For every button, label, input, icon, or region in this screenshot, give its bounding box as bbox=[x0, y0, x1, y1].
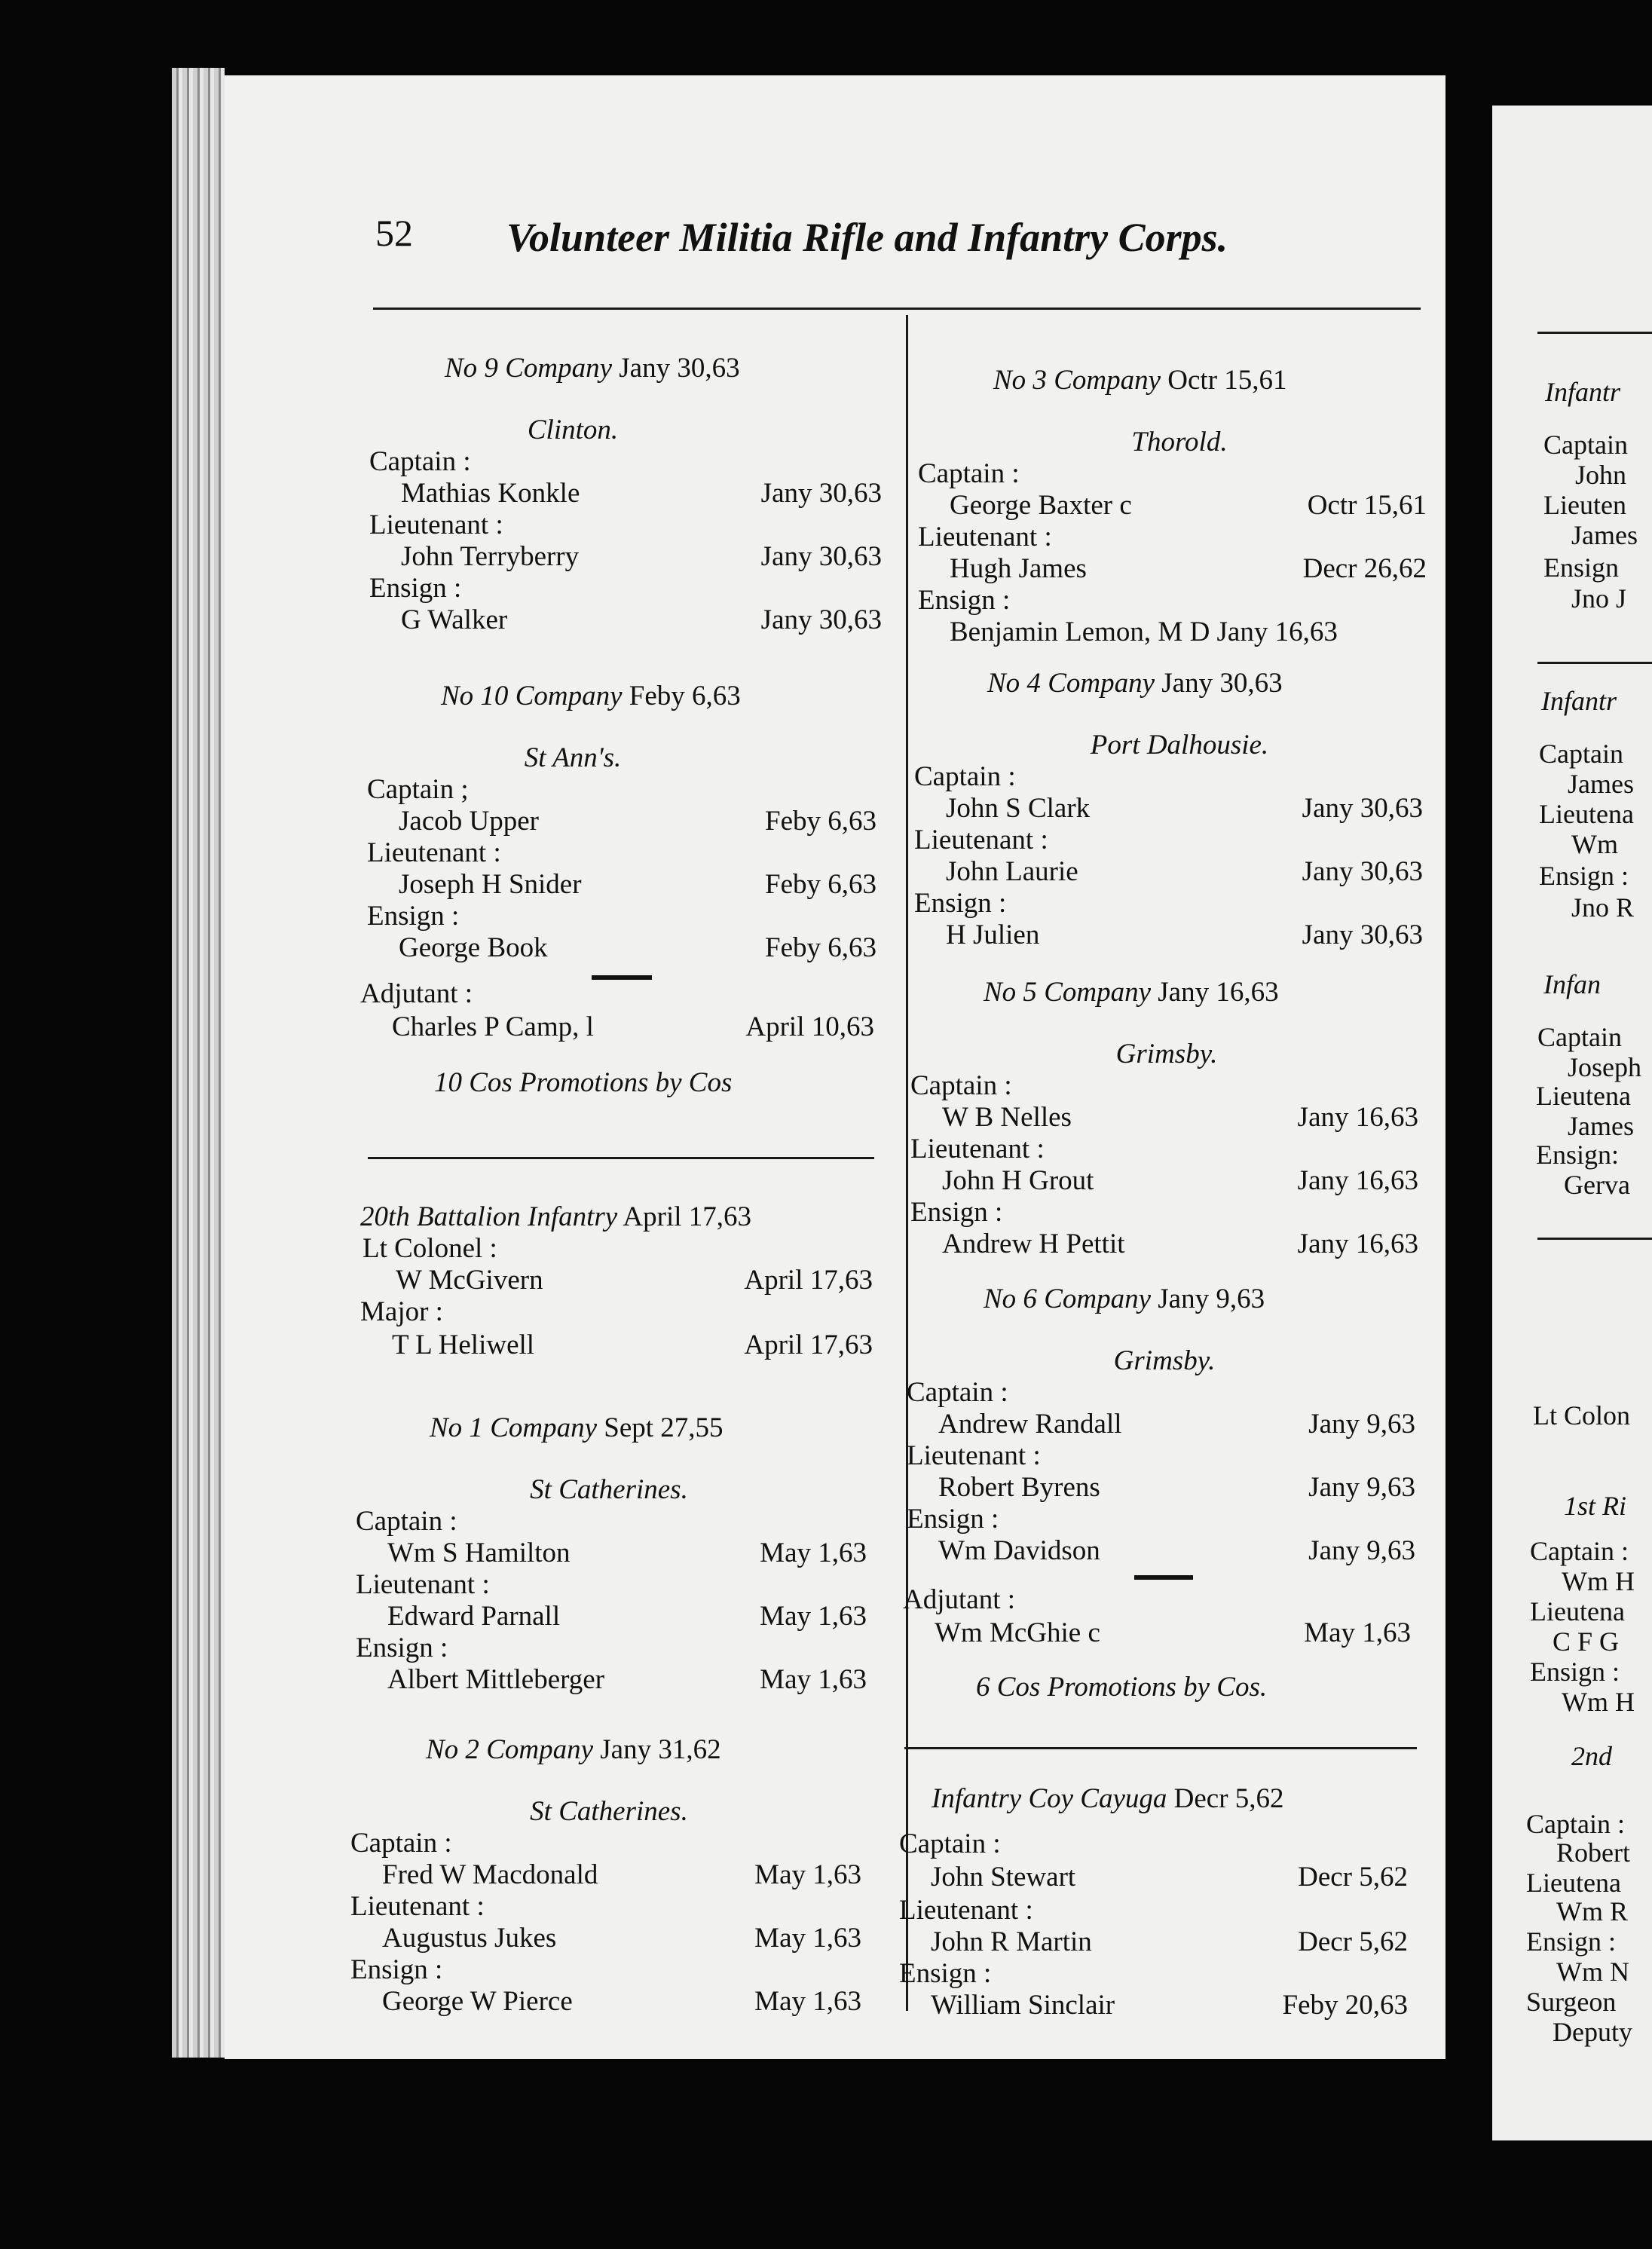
major-name: T L Heliwell bbox=[392, 1330, 535, 1360]
lieutenant-name: Edward Parnall bbox=[387, 1601, 561, 1632]
facing-page-text: Wm H bbox=[1562, 1687, 1635, 1717]
facing-page-text: Wm bbox=[1571, 829, 1618, 859]
captain-label: Captain : bbox=[914, 761, 1016, 792]
company-heading-date: Feby 6,63 bbox=[629, 681, 741, 711]
ensign-name: G Walker bbox=[401, 604, 508, 635]
captain-date: May 1,63 bbox=[760, 1538, 867, 1568]
lieutenant-label: Lieutenant : bbox=[350, 1891, 485, 1922]
major-date: April 17,63 bbox=[744, 1330, 873, 1360]
ensign-date: Feby 6,63 bbox=[765, 932, 876, 963]
facing-page-text: Lieutena bbox=[1536, 1081, 1631, 1111]
facing-page-text: Robert bbox=[1556, 1837, 1630, 1868]
ensign-date: Jany 16,63 bbox=[1297, 1229, 1418, 1259]
ensign-label: Ensign : bbox=[356, 1632, 448, 1663]
company-heading-company-word: Company bbox=[490, 1412, 598, 1443]
company-place: Grimsby. bbox=[1113, 1345, 1216, 1376]
company-place: St Catherines. bbox=[530, 1474, 688, 1505]
facing-page-text: James bbox=[1568, 1111, 1634, 1141]
company-heading-company-word: Company bbox=[486, 1734, 594, 1765]
company-heading bbox=[445, 354, 740, 382]
ensign-name: Wm Davidson bbox=[938, 1535, 1100, 1566]
captain-label: Captain : bbox=[907, 1377, 1008, 1408]
captain-name: John S Clark bbox=[946, 793, 1091, 824]
company-heading-date: Octr 15,61 bbox=[1167, 365, 1287, 396]
ensign-date: Jany 30,63 bbox=[1302, 919, 1423, 950]
ensign-label: Ensign : bbox=[907, 1504, 999, 1535]
page-number: 52 bbox=[375, 212, 413, 254]
company-heading-date: Jany 30,63 bbox=[1161, 668, 1283, 699]
captain-name: Jacob Upper bbox=[399, 806, 539, 837]
company-heading bbox=[984, 1285, 1265, 1313]
company-heading-company: No 3 bbox=[993, 365, 1047, 396]
company-heading-date: Jany 9,63 bbox=[1158, 1284, 1265, 1314]
facing-page-text: Captain bbox=[1543, 430, 1628, 460]
ensign-date: Feby 20,63 bbox=[1282, 1990, 1408, 2021]
lieutenant-date: May 1,63 bbox=[754, 1923, 861, 1954]
company-heading-company: No 2 bbox=[426, 1734, 479, 1765]
company-place: Grimsby. bbox=[1115, 1039, 1218, 1069]
company-heading-company-word: Company bbox=[1044, 1284, 1152, 1314]
facing-page-text: Ensign bbox=[1543, 552, 1620, 583]
facing-page-text: Gerva bbox=[1564, 1170, 1630, 1200]
lieutenant-name: Joseph H Snider bbox=[399, 869, 582, 900]
company-place: Port Dalhousie. bbox=[1090, 730, 1269, 760]
lieutenant-name: John Laurie bbox=[946, 856, 1078, 887]
company-heading-company: No 10 bbox=[441, 681, 509, 711]
company-heading-date: Sept 27,55 bbox=[604, 1412, 724, 1443]
adjutant-name: Charles P Camp, l bbox=[392, 1011, 594, 1042]
promotions-note: 6 Cos Promotions by Cos. bbox=[976, 1672, 1268, 1703]
separator-dash bbox=[592, 975, 652, 980]
facing-page-text: Wm R bbox=[1556, 1896, 1628, 1926]
facing-page-text: John bbox=[1575, 460, 1627, 490]
page-edge-stack bbox=[172, 68, 225, 2058]
lt-colonel-date: April 17,63 bbox=[744, 1265, 873, 1296]
captain-label: Captain : bbox=[899, 1828, 1001, 1859]
facing-page-text: Wm N bbox=[1556, 1957, 1629, 1987]
facing-page-rule bbox=[1537, 1238, 1652, 1240]
company-heading bbox=[987, 669, 1283, 697]
battalion-heading bbox=[360, 1203, 751, 1231]
ensign-name: George W Pierce bbox=[382, 1986, 573, 2017]
ensign-date: May 1,63 bbox=[754, 1986, 861, 2017]
company-heading-date: Jany 16,63 bbox=[1158, 977, 1279, 1008]
facing-page-text: 1st Ri bbox=[1564, 1491, 1627, 1521]
company-heading bbox=[441, 682, 741, 710]
facing-page-text: Ensign : bbox=[1539, 861, 1629, 891]
facing-page-text: Ensign : bbox=[1530, 1657, 1620, 1687]
lieutenant-date: Decr 26,62 bbox=[1302, 553, 1427, 584]
company-heading bbox=[426, 1736, 721, 1764]
company-heading-company: No 9 bbox=[445, 353, 498, 384]
facing-page-text: James bbox=[1571, 520, 1638, 550]
ensign-label: Ensign : bbox=[910, 1197, 1003, 1228]
lieutenant-label: Lieutenant : bbox=[369, 509, 503, 540]
facing-page-fragment bbox=[1492, 106, 1652, 2140]
captain-name: Wm S Hamilton bbox=[387, 1538, 571, 1568]
facing-page-text: Lieutena bbox=[1539, 799, 1634, 829]
company-heading-company: No 5 bbox=[984, 977, 1037, 1008]
header-rule bbox=[373, 308, 1421, 310]
company-heading-company: No 6 bbox=[984, 1284, 1037, 1314]
major-label: Major : bbox=[360, 1296, 443, 1327]
lieutenant-label: Lieutenant : bbox=[914, 825, 1048, 855]
facing-page-text: Captain bbox=[1539, 739, 1623, 769]
lieutenant-label: Lieutenant : bbox=[367, 837, 501, 868]
captain-date: Jany 9,63 bbox=[1308, 1409, 1415, 1440]
page-title: Volunteer Militia Rifle and Infantry Corps. bbox=[506, 215, 1228, 260]
ensign-label: Ensign : bbox=[367, 901, 460, 932]
facing-page-rule bbox=[1537, 332, 1652, 334]
company-heading-company-word: Company bbox=[1048, 668, 1155, 699]
captain-name: Mathias Konkle bbox=[401, 478, 580, 509]
lieutenant-date: Jany 30,63 bbox=[1302, 856, 1423, 887]
section-rule bbox=[904, 1747, 1417, 1749]
ensign-label: Ensign : bbox=[350, 1954, 443, 1985]
company-heading-company: No 4 bbox=[987, 668, 1041, 699]
company-heading-company-word: Company bbox=[505, 353, 613, 384]
captain-date: Jany 16,63 bbox=[1297, 1102, 1418, 1133]
facing-page-text: Deputy bbox=[1553, 2017, 1632, 2047]
lieutenant-name: Hugh James bbox=[950, 553, 1087, 584]
ensign-date: Jany 9,63 bbox=[1308, 1535, 1415, 1566]
adjutant-label: Adjutant : bbox=[903, 1584, 1016, 1615]
battalion-heading-part-a: 20th Battalion Infantry bbox=[360, 1201, 618, 1232]
column-divider bbox=[906, 315, 908, 2011]
captain-label: Captain : bbox=[350, 1828, 452, 1859]
lieutenant-label: Lieutenant : bbox=[907, 1440, 1041, 1471]
lieutenant-date: May 1,63 bbox=[760, 1601, 867, 1632]
facing-page-text: Captain bbox=[1537, 1022, 1622, 1052]
ensign-label: Ensign : bbox=[899, 1958, 992, 1989]
section-rule bbox=[368, 1157, 874, 1159]
captain-label: Captain : bbox=[369, 446, 471, 477]
lieutenant-name: John R Martin bbox=[931, 1926, 1092, 1957]
facing-page-text: C F G bbox=[1553, 1626, 1620, 1657]
lieutenant-date: Jany 30,63 bbox=[760, 541, 882, 572]
lt-colonel-label: Lt Colonel : bbox=[363, 1233, 497, 1264]
adjutant-label: Adjutant : bbox=[360, 978, 473, 1009]
adjutant-name: Wm McGhie c bbox=[935, 1617, 1100, 1648]
lieutenant-date: Decr 5,62 bbox=[1298, 1926, 1408, 1957]
ensign-name: Andrew H Pettit bbox=[942, 1229, 1125, 1259]
adjutant-date: May 1,63 bbox=[1304, 1617, 1411, 1648]
company-heading-company-word: Company bbox=[1044, 977, 1152, 1008]
lieutenant-date: Jany 16,63 bbox=[1297, 1165, 1418, 1196]
company-heading-date: Jany 30,63 bbox=[619, 353, 740, 384]
adjutant-date: April 10,63 bbox=[745, 1011, 874, 1042]
ensign-label: Ensign : bbox=[918, 585, 1011, 616]
facing-page-text: Wm H bbox=[1562, 1566, 1635, 1596]
cayuga-heading-part-b: Decr 5,62 bbox=[1173, 1783, 1284, 1814]
company-heading-company-word: Company bbox=[1054, 365, 1161, 396]
company-place: St Ann's. bbox=[524, 742, 622, 773]
book-page bbox=[225, 75, 1446, 2059]
facing-page-text: Lieuten bbox=[1543, 490, 1626, 520]
book-gutter bbox=[1446, 66, 1492, 2131]
lieutenant-date: Feby 6,63 bbox=[765, 869, 876, 900]
company-place: Clinton. bbox=[527, 415, 619, 445]
facing-page-text: Captain : bbox=[1526, 1809, 1625, 1839]
facing-page-text: 2nd bbox=[1571, 1741, 1612, 1771]
company-heading-date: Jany 31,62 bbox=[600, 1734, 721, 1765]
battalion-heading-part-b: April 17,63 bbox=[623, 1201, 752, 1232]
company-heading-company: No 1 bbox=[430, 1412, 483, 1443]
captain-label: Captain : bbox=[910, 1070, 1012, 1101]
promotions-note: 10 Cos Promotions by Cos bbox=[434, 1067, 733, 1098]
ensign-label: Ensign : bbox=[369, 573, 462, 604]
company-heading bbox=[984, 978, 1279, 1006]
facing-page-text: Jno J bbox=[1571, 583, 1627, 614]
captain-date: Jany 30,63 bbox=[760, 478, 882, 509]
lieutenant-label: Lieutenant : bbox=[899, 1895, 1033, 1926]
captain-name: Fred W Macdonald bbox=[382, 1859, 598, 1890]
lieutenant-label: Lieutenant : bbox=[918, 522, 1052, 552]
captain-label: Captain ; bbox=[367, 774, 469, 805]
lt-colonel-name: W McGivern bbox=[396, 1265, 543, 1296]
captain-date: Feby 6,63 bbox=[765, 806, 876, 837]
ensign-name: William Sinclair bbox=[931, 1990, 1115, 2021]
facing-page-text: Joseph bbox=[1568, 1052, 1641, 1082]
company-heading bbox=[993, 366, 1287, 394]
ensign-name: George Book bbox=[399, 932, 548, 963]
captain-label: Captain : bbox=[356, 1506, 457, 1537]
captain-name: John Stewart bbox=[931, 1862, 1076, 1893]
cayuga-heading bbox=[932, 1785, 1284, 1813]
lieutenant-label: Lieutenant : bbox=[910, 1134, 1045, 1164]
cayuga-heading-part-a: Infantry Coy Cayuga bbox=[932, 1783, 1167, 1814]
facing-page-text: Infantr bbox=[1545, 377, 1621, 407]
ensign-date: May 1,63 bbox=[760, 1664, 867, 1695]
captain-date: Jany 30,63 bbox=[1302, 793, 1423, 824]
facing-page-text: Infan bbox=[1543, 969, 1601, 999]
captain-date: Octr 15,61 bbox=[1307, 490, 1427, 521]
facing-page-text: Jno R bbox=[1571, 892, 1635, 923]
facing-page-text: Infantr bbox=[1541, 686, 1617, 716]
company-place: Thorold. bbox=[1131, 427, 1228, 457]
lieutenant-name: John Terryberry bbox=[401, 541, 580, 572]
separator-dash bbox=[1134, 1575, 1193, 1580]
facing-page-text: Lt Colon bbox=[1533, 1400, 1631, 1430]
lieutenant-name: Robert Byrens bbox=[938, 1472, 1100, 1503]
captain-name: W B Nelles bbox=[942, 1102, 1072, 1133]
lieutenant-date: Jany 9,63 bbox=[1308, 1472, 1415, 1503]
facing-page-text: Lieutena bbox=[1530, 1596, 1625, 1626]
company-heading bbox=[430, 1414, 724, 1442]
facing-page-text: Captain : bbox=[1530, 1536, 1629, 1566]
ensign-name: H Julien bbox=[946, 919, 1040, 950]
ensign-name: Benjamin Lemon, M D Jany 16,63 bbox=[950, 617, 1338, 647]
lieutenant-name: Augustus Jukes bbox=[382, 1923, 557, 1954]
facing-page-text: Ensign : bbox=[1526, 1926, 1617, 1957]
lieutenant-label: Lieutenant : bbox=[356, 1569, 490, 1600]
ensign-name: Albert Mittleberger bbox=[387, 1664, 605, 1695]
facing-page-text: James bbox=[1568, 769, 1634, 799]
ensign-label: Ensign : bbox=[914, 888, 1007, 919]
facing-page-text: Surgeon bbox=[1526, 1987, 1617, 2017]
company-heading-company-word: Company bbox=[515, 681, 623, 711]
lieutenant-name: John H Grout bbox=[942, 1165, 1094, 1196]
captain-date: Decr 5,62 bbox=[1298, 1862, 1408, 1893]
ensign-date: Jany 30,63 bbox=[760, 604, 882, 635]
company-place: St Catherines. bbox=[530, 1796, 688, 1827]
captain-name: George Baxter c bbox=[950, 490, 1132, 521]
captain-date: May 1,63 bbox=[754, 1859, 861, 1890]
captain-name: Andrew Randall bbox=[938, 1409, 1122, 1440]
facing-page-text: Lieutena bbox=[1526, 1868, 1621, 1898]
facing-page-text: Ensign: bbox=[1536, 1140, 1620, 1170]
facing-page-rule bbox=[1537, 662, 1652, 664]
captain-label: Captain : bbox=[918, 458, 1020, 489]
